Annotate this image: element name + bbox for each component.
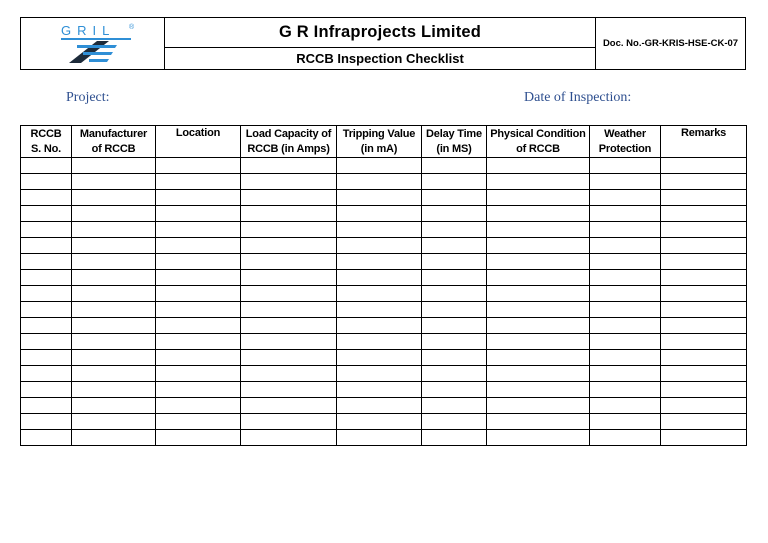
table-cell[interactable] (487, 318, 590, 334)
table-cell[interactable] (487, 334, 590, 350)
table-cell[interactable] (241, 382, 337, 398)
table-cell[interactable] (422, 286, 487, 302)
table-cell[interactable] (241, 206, 337, 222)
table-cell[interactable] (590, 430, 661, 446)
table-cell[interactable] (21, 350, 72, 366)
table-cell[interactable] (422, 318, 487, 334)
table-header-row (21, 126, 747, 158)
table-cell[interactable] (21, 222, 72, 238)
table-cell[interactable] (337, 318, 422, 334)
table-cell[interactable] (241, 190, 337, 206)
table-cell[interactable] (422, 334, 487, 350)
table-cell[interactable] (241, 334, 337, 350)
table-cell[interactable] (337, 158, 422, 174)
col-header-weather-protection: Weather Protection (590, 126, 661, 158)
table-cell[interactable] (156, 318, 241, 334)
table-cell[interactable] (487, 430, 590, 446)
table-row (21, 190, 747, 206)
table-cell[interactable] (241, 222, 337, 238)
table-cell[interactable] (661, 158, 747, 174)
table-cell[interactable] (337, 302, 422, 318)
table-cell[interactable] (156, 286, 241, 302)
table-cell[interactable] (72, 222, 156, 238)
table-cell[interactable] (661, 190, 747, 206)
table-cell[interactable] (337, 366, 422, 382)
col-header-physical-condition: Physical Condition of RCCB (487, 126, 590, 158)
table-cell[interactable] (487, 174, 590, 190)
table-cell[interactable] (21, 398, 72, 414)
registered-mark: ® (129, 24, 135, 31)
col-header-delay-time: Delay Time (in MS) (422, 126, 487, 158)
table-cell[interactable] (241, 286, 337, 302)
table-cell[interactable] (590, 270, 661, 286)
table-row (21, 430, 747, 446)
table-cell[interactable] (72, 366, 156, 382)
table-cell[interactable] (156, 222, 241, 238)
table-cell[interactable] (487, 302, 590, 318)
logo-text: GRIL (61, 23, 116, 38)
table-cell[interactable] (72, 382, 156, 398)
table-body (21, 158, 747, 446)
table-cell[interactable] (337, 430, 422, 446)
table-cell[interactable] (72, 174, 156, 190)
table-cell[interactable] (590, 238, 661, 254)
table-cell[interactable] (337, 238, 422, 254)
table-cell[interactable] (21, 382, 72, 398)
table-cell[interactable] (422, 254, 487, 270)
table-cell[interactable] (422, 350, 487, 366)
table-cell[interactable] (156, 350, 241, 366)
table-cell[interactable] (661, 398, 747, 414)
table-cell[interactable] (156, 398, 241, 414)
table-cell[interactable] (590, 334, 661, 350)
table-cell[interactable] (241, 366, 337, 382)
table-cell[interactable] (72, 190, 156, 206)
table-cell[interactable] (337, 398, 422, 414)
table-cell[interactable] (422, 158, 487, 174)
table-cell[interactable] (72, 206, 156, 222)
document-title: RCCB Inspection Checklist (296, 51, 464, 66)
table-cell[interactable] (337, 254, 422, 270)
table-cell[interactable] (72, 286, 156, 302)
table-cell[interactable] (590, 222, 661, 238)
table-cell[interactable] (487, 366, 590, 382)
table-cell[interactable] (21, 206, 72, 222)
table-cell[interactable] (590, 318, 661, 334)
table-cell[interactable] (72, 318, 156, 334)
table-cell[interactable] (156, 238, 241, 254)
table-cell[interactable] (21, 174, 72, 190)
table-cell[interactable] (72, 350, 156, 366)
table-cell[interactable] (487, 398, 590, 414)
col-header-location: Location (156, 126, 241, 158)
table-cell[interactable] (422, 206, 487, 222)
table-row (21, 206, 747, 222)
table-row (21, 302, 747, 318)
table-cell[interactable] (590, 190, 661, 206)
table-cell[interactable] (156, 430, 241, 446)
table-cell[interactable] (241, 174, 337, 190)
table-cell[interactable] (156, 334, 241, 350)
table-row (21, 398, 747, 414)
table-cell[interactable] (241, 318, 337, 334)
project-label: Project: (66, 90, 110, 105)
table-cell[interactable] (72, 270, 156, 286)
table-cell[interactable] (21, 270, 72, 286)
table-cell[interactable] (21, 238, 72, 254)
table-cell[interactable] (487, 190, 590, 206)
table-cell[interactable] (487, 382, 590, 398)
table-cell[interactable] (422, 270, 487, 286)
table-cell[interactable] (72, 302, 156, 318)
table-cell[interactable] (337, 286, 422, 302)
table-cell[interactable] (422, 398, 487, 414)
table-cell[interactable] (337, 350, 422, 366)
col-header-manufacturer: Manufacturer of RCCB (72, 126, 156, 158)
title-cell (165, 18, 596, 69)
col-header-remarks: Remarks (661, 126, 747, 158)
table-cell[interactable] (661, 206, 747, 222)
table-cell[interactable] (156, 158, 241, 174)
table-cell[interactable] (337, 270, 422, 286)
table-cell[interactable] (21, 430, 72, 446)
gril-logo (57, 21, 137, 69)
table-cell[interactable] (156, 190, 241, 206)
table-cell[interactable] (21, 302, 72, 318)
table-cell[interactable] (21, 254, 72, 270)
table-cell[interactable] (156, 270, 241, 286)
table-cell[interactable] (241, 414, 337, 430)
table-cell[interactable] (156, 382, 241, 398)
table-row (21, 382, 747, 398)
table-row (21, 350, 747, 366)
table-cell[interactable] (487, 350, 590, 366)
table-cell[interactable] (156, 414, 241, 430)
table-cell[interactable] (487, 270, 590, 286)
table-cell[interactable] (337, 190, 422, 206)
col-header-load-capacity: Load Capacity of RCCB (in Amps) (241, 126, 337, 158)
table-row (21, 222, 747, 238)
table-row (21, 158, 747, 174)
col-header-tripping-value: Tripping Value (in mA) (337, 126, 422, 158)
table-cell[interactable] (487, 414, 590, 430)
table-cell[interactable] (241, 430, 337, 446)
table-cell[interactable] (72, 254, 156, 270)
table-cell[interactable] (661, 382, 747, 398)
inspection-table (20, 125, 747, 446)
table-cell[interactable] (21, 318, 72, 334)
date-of-inspection-label: Date of Inspection: (524, 90, 632, 105)
table-cell[interactable] (661, 350, 747, 366)
table-cell[interactable] (590, 254, 661, 270)
table-cell[interactable] (241, 254, 337, 270)
table-cell[interactable] (422, 238, 487, 254)
col-header-sno: RCCB S. No. (21, 126, 72, 158)
table-cell[interactable] (422, 190, 487, 206)
table-cell[interactable] (21, 286, 72, 302)
table-cell[interactable] (337, 334, 422, 350)
table-row (21, 414, 747, 430)
table-row (21, 318, 747, 334)
table-cell[interactable] (590, 350, 661, 366)
table-cell[interactable] (487, 238, 590, 254)
table-cell[interactable] (156, 254, 241, 270)
table-cell[interactable] (241, 270, 337, 286)
table-cell[interactable] (72, 158, 156, 174)
table-cell[interactable] (661, 334, 747, 350)
table-cell[interactable] (241, 350, 337, 366)
table-row (21, 270, 747, 286)
table-cell[interactable] (241, 158, 337, 174)
table-row (21, 254, 747, 270)
table-cell[interactable] (422, 382, 487, 398)
table-cell[interactable] (241, 238, 337, 254)
table-row (21, 174, 747, 190)
table-cell[interactable] (72, 334, 156, 350)
table-cell[interactable] (21, 414, 72, 430)
table-cell[interactable] (422, 430, 487, 446)
table-cell[interactable] (487, 206, 590, 222)
table-cell[interactable] (422, 174, 487, 190)
table-cell[interactable] (661, 222, 747, 238)
table-cell[interactable] (590, 398, 661, 414)
table-cell[interactable] (661, 414, 747, 430)
table-cell[interactable] (337, 174, 422, 190)
table-row (21, 334, 747, 350)
table-cell[interactable] (337, 206, 422, 222)
table-cell[interactable] (487, 286, 590, 302)
table-cell[interactable] (661, 318, 747, 334)
table-cell[interactable] (422, 414, 487, 430)
table-cell[interactable] (661, 302, 747, 318)
table-cell[interactable] (590, 366, 661, 382)
table-cell[interactable] (487, 254, 590, 270)
table-cell[interactable] (156, 206, 241, 222)
table-cell[interactable] (337, 414, 422, 430)
table-cell[interactable] (72, 414, 156, 430)
table-cell[interactable] (590, 414, 661, 430)
table-cell[interactable] (661, 430, 747, 446)
table-cell[interactable] (241, 398, 337, 414)
table-cell[interactable] (422, 302, 487, 318)
table-cell[interactable] (590, 206, 661, 222)
table-cell[interactable] (72, 238, 156, 254)
table-cell[interactable] (156, 174, 241, 190)
table-cell[interactable] (156, 302, 241, 318)
company-name: G R Infraprojects Limited (165, 18, 595, 48)
table-cell[interactable] (661, 254, 747, 270)
table-cell[interactable] (241, 302, 337, 318)
table-cell[interactable] (72, 430, 156, 446)
document-number: Doc. No.-GR-KRIS-HSE-CK-07 (602, 38, 739, 49)
table-cell[interactable] (590, 286, 661, 302)
table-row (21, 286, 747, 302)
table-cell[interactable] (661, 270, 747, 286)
table-cell[interactable] (661, 366, 747, 382)
table-cell[interactable] (661, 238, 747, 254)
table-cell[interactable] (661, 286, 747, 302)
table-cell[interactable] (590, 302, 661, 318)
table-cell[interactable] (590, 382, 661, 398)
table-cell[interactable] (590, 158, 661, 174)
table-cell[interactable] (337, 222, 422, 238)
table-cell[interactable] (156, 366, 241, 382)
document-header (20, 17, 746, 70)
table-cell[interactable] (422, 222, 487, 238)
table-cell[interactable] (21, 190, 72, 206)
table-cell[interactable] (487, 158, 590, 174)
table-row (21, 238, 747, 254)
table-cell[interactable] (337, 382, 422, 398)
table-cell[interactable] (422, 366, 487, 382)
table-cell[interactable] (72, 398, 156, 414)
table-cell[interactable] (661, 174, 747, 190)
table-cell[interactable] (487, 222, 590, 238)
table-cell[interactable] (590, 174, 661, 190)
table-cell[interactable] (21, 366, 72, 382)
table-cell[interactable] (21, 334, 72, 350)
table-cell[interactable] (21, 158, 72, 174)
logo-cell (21, 18, 165, 69)
table-row (21, 366, 747, 382)
